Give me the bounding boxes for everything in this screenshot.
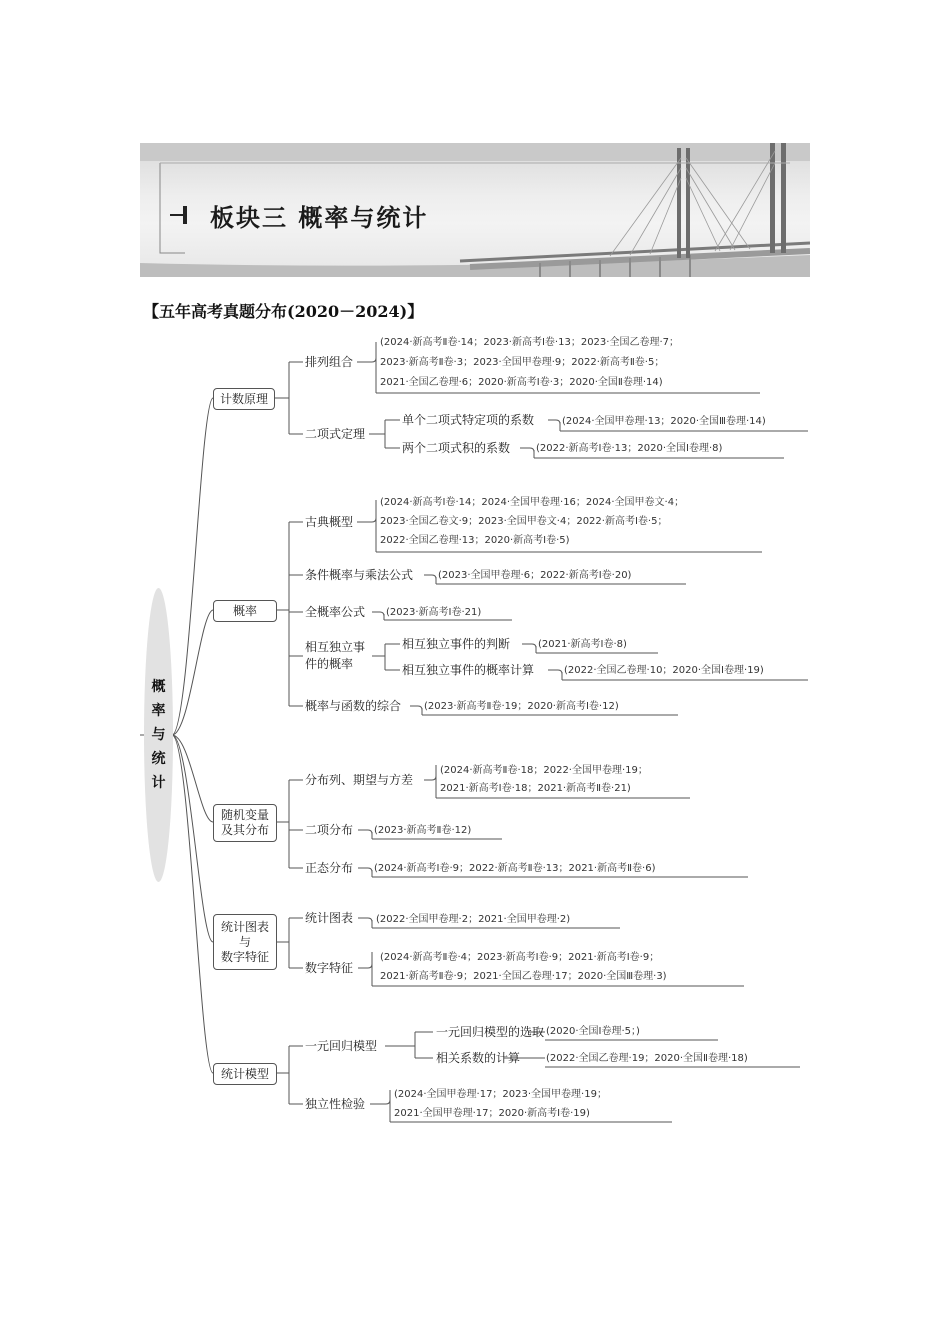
citation-line: 2022·全国乙卷理·13；2020·新高考Ⅰ卷·5) [380, 535, 570, 546]
group-probability: 概率 [213, 600, 277, 622]
branch-conditional: 条件概率与乘法公式 [305, 568, 414, 582]
branch-regression: 一元回归模型 [305, 1039, 378, 1053]
citation-line: (2024·新高考Ⅱ卷·18；2022·全国甲卷理·19； [440, 765, 648, 776]
group-statistics-charts [213, 914, 277, 970]
group-label-line: 随机变量 [220, 808, 269, 822]
citation-line: 2021·全国乙卷理·6；2020·新高考Ⅰ卷·3；2020·全国Ⅱ卷理·14) [380, 377, 663, 388]
section-title: 【五年高考真题分布(2020－2024)】 [143, 302, 424, 321]
root-char: 率 [151, 703, 166, 719]
citation-line: (2023·新高考Ⅱ卷·19；2020·新高考Ⅰ卷·12) [424, 701, 619, 712]
citation-line: (2023·新高考Ⅰ卷·21) [386, 607, 482, 618]
group-label-line: 数字特征 [220, 949, 269, 964]
branch-distribution: 分布列、期望与方差 [305, 773, 414, 787]
branch-prob-function: 概率与函数的综合 [305, 699, 402, 713]
branch-total-probability: 全概率公式 [305, 605, 366, 619]
citation-line: 2021·新高考Ⅱ卷·9；2021·全国乙卷理·17；2020·全国Ⅲ卷理·3) [380, 971, 667, 982]
sub-product-binomial: 两个二项式积的系数 [402, 441, 511, 455]
root-char: 统 [151, 751, 166, 767]
branch-binomial: 二项式定理 [305, 427, 366, 441]
citation-line: (2024·新高考Ⅱ卷·4；2023·新高考Ⅰ卷·9；2021·新高考Ⅰ卷·9； [380, 952, 660, 963]
group-label-line: 统计图表 [220, 919, 269, 934]
citation-line: (2024·全国甲卷理·17；2023·全国甲卷理·19； [394, 1089, 607, 1100]
citation-line: 2021·新高考Ⅰ卷·18；2021·新高考Ⅱ卷·21) [440, 783, 631, 794]
branch-stat-charts: 统计图表 [305, 911, 354, 925]
citation-line: (2022·新高考Ⅰ卷·13；2020·全国Ⅰ卷理·8) [536, 443, 723, 454]
group-label-line: 与 [238, 934, 251, 949]
group-label-line: 及其分布 [220, 823, 269, 837]
branch-independent-line2: 件的概率 [305, 657, 354, 671]
citation-line: 2023·新高考Ⅱ卷·3；2023·全国甲卷理·9；2022·新高考Ⅱ卷·5； [380, 357, 665, 368]
citation-line: (2022·全国甲卷理·2；2021·全国甲卷理·2) [376, 914, 571, 925]
root-char: 与 [151, 727, 166, 743]
citation-line: (2022·全国乙卷理·19；2020·全国Ⅱ卷理·18) [546, 1053, 748, 1064]
sub-independence-calc: 相互独立事件的概率计算 [402, 663, 535, 677]
group-counting: 计数原理 [213, 388, 275, 410]
citation-line: (2022·全国乙卷理·10；2020·全国Ⅰ卷理·19) [564, 665, 764, 676]
root-char: 计 [151, 775, 166, 791]
group-random-variable [213, 804, 277, 842]
citation-line: (2023·全国甲卷理·6；2022·新高考Ⅰ卷·20) [438, 570, 632, 581]
citation-line: (2024·新高考Ⅰ卷·14；2024·全国甲卷理·16；2024·全国甲卷文·4； [380, 497, 685, 508]
branch-normal-distribution: 正态分布 [305, 861, 354, 875]
sub-single-binomial: 单个二项式特定项的系数 [402, 413, 535, 427]
sub-correlation-calc: 相关系数的计算 [436, 1051, 521, 1065]
citation-line: (2021·新高考Ⅰ卷·8) [538, 639, 627, 650]
branch-classical: 古典概型 [305, 515, 354, 529]
citation-line: (2024·全国甲卷理·13；2020·全国Ⅲ卷理·14) [562, 416, 766, 427]
citation-line: 2021·全国甲卷理·17；2020·新高考Ⅰ卷·19) [394, 1108, 590, 1119]
sub-regression-select: 一元回归模型的选取 [436, 1025, 545, 1039]
citation-line: 2023·全国乙卷文·9；2023·全国甲卷文·4；2022·新高考Ⅰ卷·5； [380, 516, 668, 527]
root-char: 概 [151, 679, 166, 695]
branch-independent-line1: 相互独立事 [305, 640, 366, 654]
branch-numeric-features: 数字特征 [305, 961, 354, 975]
branch-permutation: 排列组合 [305, 355, 354, 369]
citation-line: (2024·新高考Ⅱ卷·14；2023·新高考Ⅰ卷·13；2023·全国乙卷理·7； [380, 337, 680, 348]
citation-line: (2024·新高考Ⅰ卷·9；2022·新高考Ⅱ卷·13；2021·新高考Ⅱ卷·6) [374, 863, 656, 874]
root-node [144, 588, 173, 882]
branch-independence-test: 独立性检验 [305, 1097, 366, 1111]
sub-independence-judge: 相互独立事件的判断 [402, 637, 511, 651]
citation-line: (2020·全国Ⅰ卷理·5；) [546, 1026, 640, 1037]
branch-binomial-distribution: 二项分布 [305, 823, 354, 837]
group-statistical-models: 统计模型 [213, 1063, 277, 1085]
citation-line: (2023·新高考Ⅱ卷·12) [374, 825, 472, 836]
banner-title: 板块三 概率与统计 [210, 203, 429, 232]
